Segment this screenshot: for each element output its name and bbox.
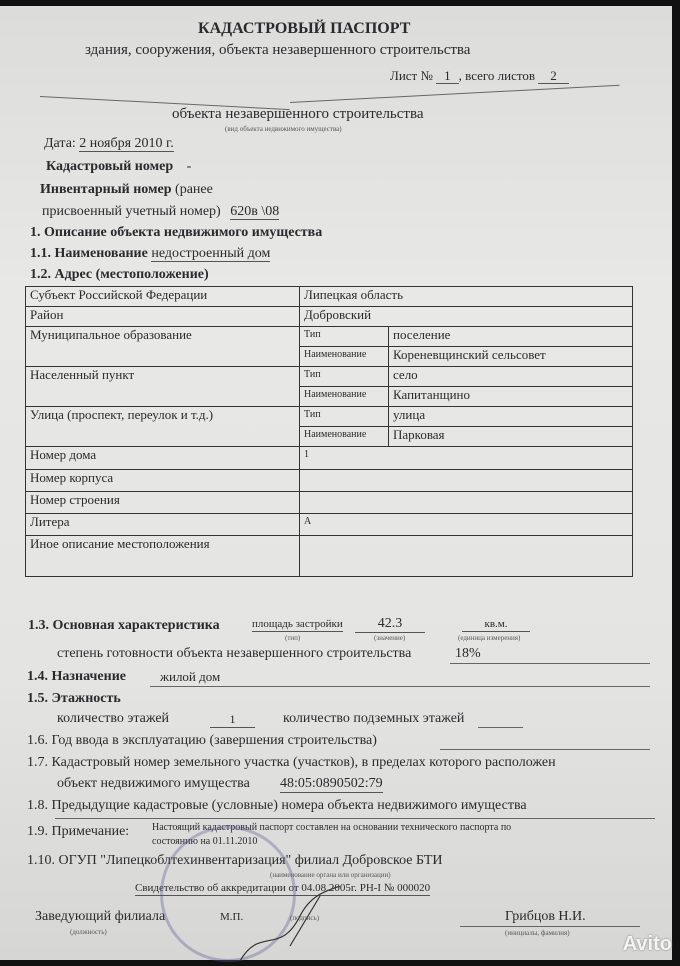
sheet-label: Лист №: [390, 68, 433, 83]
district-label: Район: [26, 307, 300, 327]
signature-mark: [230, 886, 350, 966]
municipal-name: Кореневщинский сельсовет: [389, 347, 633, 367]
land-label2: объект недвижимого имущества: [57, 776, 250, 791]
mp-label: М.П.: [220, 911, 244, 923]
name-caption: (инициалы, фамилия): [505, 929, 570, 937]
total-value: 2: [538, 68, 569, 84]
sheet-number: [390, 68, 569, 84]
org-value: ОГУП "Липецкоблтехинвентаризация" филиал Добровское БТИ: [58, 853, 443, 868]
street-label: Улица (проспект, переулок и т.д.): [26, 407, 300, 447]
characteristics-label: 1.3. Основная характеристика: [28, 618, 220, 633]
characteristics-row: [28, 618, 220, 634]
object-type-caption: (вид объекта недвижимого имущества): [225, 125, 342, 133]
house-label: Номер дома: [26, 447, 300, 470]
land-label: [27, 755, 556, 771]
date-label: Дата:: [44, 136, 76, 151]
floors-label: 1.5. Этажность: [27, 691, 121, 706]
sheet-value: 1: [436, 68, 459, 84]
document-page: [0, 6, 672, 960]
doc-title: КАДАСТРОВЫЙ ПАСПОРТ: [198, 20, 411, 37]
other-value: [300, 536, 633, 577]
table-row: [26, 307, 633, 327]
building-value: [300, 470, 633, 492]
cadastral-value: -: [186, 159, 192, 174]
purpose-label: 1.4. Назначение: [27, 669, 126, 684]
underground-label: количество подземных этажей: [283, 711, 465, 726]
table-row: [26, 287, 633, 307]
signer-name: Грибцов Н.И.: [505, 909, 586, 924]
floors-count: 1: [210, 711, 255, 728]
org-label: 1.10.: [27, 853, 55, 868]
letter-value: А: [300, 514, 633, 536]
section-1-title: 1. Описание объекта недвижимого имущества: [30, 225, 323, 240]
table-row: [26, 492, 633, 514]
date-field: [44, 136, 174, 152]
table-row: [26, 367, 633, 387]
note-text2: состоянию на 01.11.2010: [152, 836, 258, 847]
land-value: 48:05:0890502:79: [280, 776, 383, 791]
inventory-note2: присвоенный учетный номер): [42, 204, 221, 219]
date-value: 2 ноября 2010 г.: [79, 136, 174, 151]
table-row: [26, 514, 633, 536]
type-label: Тип: [300, 367, 389, 387]
underline: [460, 926, 640, 927]
structure-value: [300, 492, 633, 514]
purpose-value: жилой дом: [160, 669, 221, 684]
settlement-name: Капитанщино: [389, 387, 633, 407]
org-caption: (наименование органа или организации): [270, 871, 391, 879]
signer-position: Заведующий филиала: [35, 909, 166, 924]
char-value: 42.3: [355, 616, 425, 633]
district-value: Добровский: [300, 307, 633, 327]
inventory-field: [40, 182, 213, 198]
street-type: улица: [389, 407, 633, 427]
table-row: [26, 327, 633, 347]
char-type-caption: (тип): [285, 634, 301, 642]
table-row: [26, 470, 633, 492]
name-label: Наименование: [300, 427, 389, 447]
street-name: Парковая: [389, 427, 633, 447]
name-label: Наименование: [300, 347, 389, 367]
year-label: 1.6. Год ввода в эксплуатацию (завершения строительства): [27, 733, 377, 748]
name-value: недостроенный дом: [151, 246, 271, 261]
settlement-label: Населенный пункт: [26, 367, 300, 407]
underline: [55, 818, 655, 819]
floors-count-label: количество этажей: [57, 711, 170, 726]
settlement-type: село: [389, 367, 633, 387]
inventory-label: Инвентарный номер: [40, 182, 172, 197]
subject-label: Субъект Российской Федерации: [26, 287, 300, 307]
address-table: [25, 286, 633, 577]
readiness-value: 18%: [455, 646, 481, 661]
underline: [440, 749, 650, 750]
readiness-label: степень готовности объекта незавершенного строительства: [57, 646, 412, 661]
name-label: 1.1. Наименование: [30, 246, 148, 261]
org-cert: Свидетельство об аккредитации от 04.08.2005г. РН-I № 000020: [135, 882, 431, 894]
underline: [478, 727, 523, 728]
inventory-value: 620в \08: [230, 204, 280, 219]
underline: [150, 686, 650, 687]
char-unit-caption: (единица измерения): [458, 634, 521, 642]
char-type: площадь застройки: [252, 618, 343, 630]
char-unit: кв.м.: [462, 618, 530, 632]
cadastral-field: [46, 159, 191, 175]
inventory-note: (ранее: [175, 182, 213, 197]
underline: [450, 663, 650, 664]
building-label: Номер корпуса: [26, 470, 300, 492]
sign-caption: (подпись): [290, 914, 320, 922]
previous-label-text: 1.8. Предыдущие кадастровые (условные) номера объекта недвижимого имущества: [27, 798, 527, 813]
cadastral-label: Кадастровый номер: [46, 159, 174, 174]
divider: [290, 85, 620, 103]
table-row: [26, 536, 633, 577]
char-value-caption: (значение): [374, 634, 406, 642]
type-label: Тип: [300, 327, 389, 347]
land-label-text: 1.7. Кадастровый номер земельного участка (участков), в пределах которого расположен: [27, 755, 556, 770]
previous-label: [27, 798, 527, 814]
municipal-label: Муниципальное образование: [26, 327, 300, 367]
structure-label: Номер строения: [26, 492, 300, 514]
note-text1: Настоящий кадастровый паспорт составлен на основании технического паспорта по: [152, 822, 512, 833]
position-caption: (должность): [70, 928, 107, 936]
name-field: [30, 246, 270, 262]
type-label: Тип: [300, 407, 389, 427]
municipal-type: поселение: [389, 327, 633, 347]
avito-watermark: Avito: [622, 933, 672, 955]
total-label: , всего листов: [458, 68, 536, 83]
inventory-line: [42, 204, 279, 220]
letter-label: Литера: [26, 514, 300, 536]
table-row: [26, 407, 633, 427]
address-label: 1.2. Адрес (местоположение): [30, 267, 209, 282]
doc-subtitle: здания, сооружения, объекта незавершенного строительства: [85, 42, 471, 58]
name-label: Наименование: [300, 387, 389, 407]
table-row: [26, 447, 633, 470]
object-type: объекта незавершенного строительства: [172, 106, 424, 122]
subject-value: Липецкая область: [300, 287, 633, 307]
note-label: 1.9. Примечание:: [27, 824, 130, 839]
house-value: 1: [300, 447, 633, 470]
other-label: Иное описание местоположения: [26, 536, 300, 577]
